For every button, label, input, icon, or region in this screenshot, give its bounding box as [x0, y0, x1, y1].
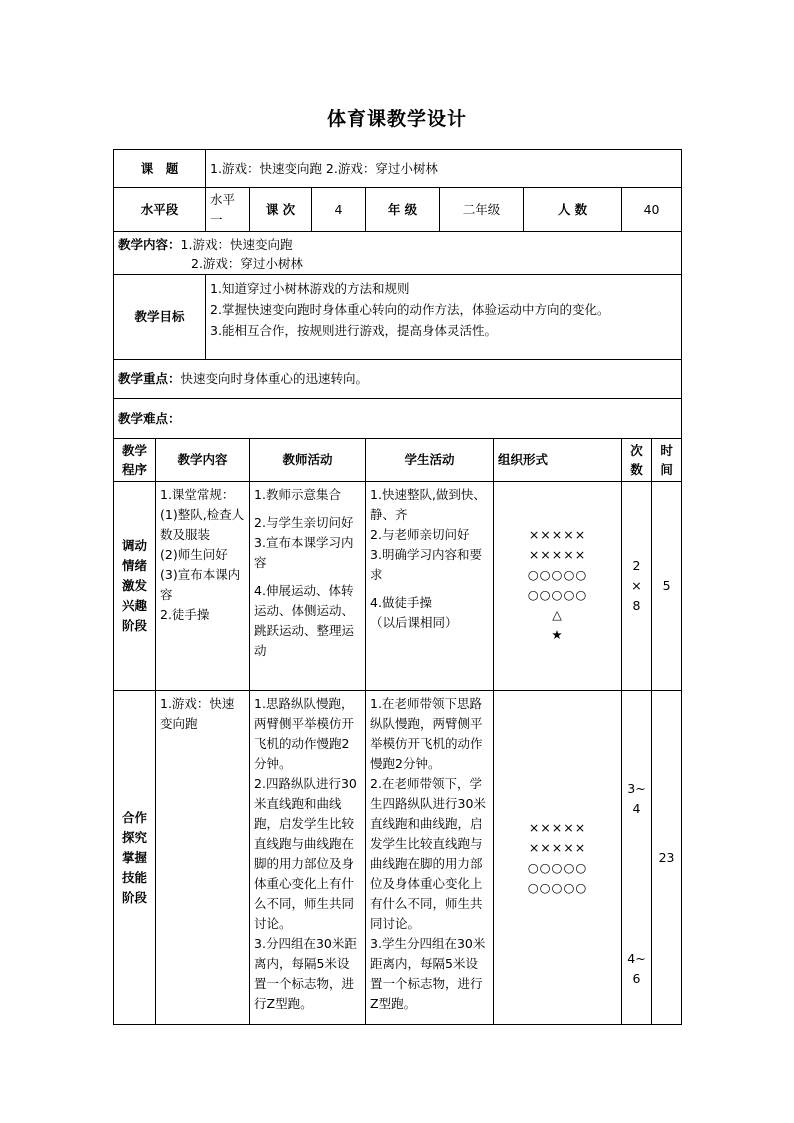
row-content: 1.课堂常规： (1)整队,检查人数及服装 (2)师生问好 (3)宣布本课内容 2.徒手操	[156, 482, 250, 691]
teacher-activity-3: 4.伸展运动、体转运动、体侧运动、跳跃运动、整理运动	[254, 583, 355, 658]
topic-label: 课 题	[114, 150, 206, 188]
formation-line: ★	[551, 627, 564, 642]
formation-line: ○○○○○	[527, 567, 588, 582]
lesson-plan-table	[113, 149, 682, 1025]
grade-value: 二年级	[440, 188, 524, 232]
goal-item-2: 2.掌握快速变向跑时身体重心转向的动作方法，体验运动中方向的变化。	[210, 302, 610, 317]
difficulty-label: 教学难点：	[118, 410, 181, 426]
header-teacher: 教师活动	[250, 439, 366, 482]
lesson-label: 课 次	[250, 188, 312, 232]
content-row	[114, 232, 682, 275]
formation-line: ×××××	[528, 527, 587, 542]
row-content: 1.游戏：快速变向跑	[156, 691, 250, 1025]
topic-row	[114, 150, 682, 188]
student-activity-1: 1.快速整队,做到快、静、齐 2.与老师亲切问好 3.明确学习内容和要求	[370, 487, 486, 582]
stage-label: 调动 情绪 激发 兴趣 阶段	[114, 482, 156, 691]
content-label: 教学内容：	[118, 237, 181, 252]
row-times: 2 × 8	[622, 482, 652, 691]
key-point-row	[114, 360, 682, 399]
level-value: 水平一	[206, 188, 250, 232]
formation-line: ×××××	[528, 547, 587, 562]
goal-item-3: 3.能相互合作，按规则进行游戏，提高身体灵活性。	[210, 323, 497, 338]
key-point-label: 教学重点：	[118, 371, 181, 386]
row-times: 4~ 6	[627, 951, 646, 986]
grade-label: 年 级	[366, 188, 440, 232]
topic-value: 1.游戏：快速变向跑 2.游戏：穿过小树林	[206, 150, 682, 188]
student-activity: 1.在老师带领下思路纵队慢跑，两臂侧平举模仿开飞机的动作慢跑2分钟。 2.在老师带领下，学生四路纵队进行30米直线跑和曲线跑，启发学生比较直线跑与曲线跑在脚的用力部位及身体重心变化上有什么不同，师生共同讨论。 3.学生分四组在30米距离内，每隔5米设置一个标志物，进行Z型跑。	[366, 691, 494, 1025]
row-times: 3~ 4	[627, 781, 646, 816]
count-label: 人 数	[524, 188, 622, 232]
header-organization: 组织形式	[494, 439, 622, 482]
table-row	[114, 482, 682, 691]
formation-line: ○○○○○	[527, 859, 588, 875]
stage-label: 合作 探究 掌握 技能 阶段	[114, 691, 156, 1025]
goal-item-1: 1.知道穿过小树林游戏的方法和规则	[210, 281, 410, 296]
goals-label: 教学目标	[114, 275, 206, 360]
header-times: 次 数	[622, 439, 652, 482]
count-value: 40	[622, 188, 682, 232]
formation-diagram	[494, 691, 622, 1025]
formation-line: ○○○○○	[527, 587, 588, 602]
table-row	[114, 691, 682, 1025]
table-header-row	[114, 439, 682, 482]
meta-row	[114, 188, 682, 232]
formation-diagram	[494, 482, 622, 691]
key-point-value: 快速变向时身体重心的迅速转向。	[180, 371, 369, 386]
lesson-value: 4	[312, 188, 366, 232]
page-title: 体育课教学设计	[326, 108, 467, 130]
teacher-activity: 1.思路纵队慢跑，两臂侧平举模仿开飞机的动作慢跑2分钟。 2.四路纵队进行30米直线跑和曲线跑，启发学生比较直线跑与曲线跑在脚的用力部位及身体重心变化上有什么不同，师生共同讨论。 3.分四组在30米距离内，每隔5米设置一个标志物，进行Z型跑。	[250, 691, 366, 1025]
formation-line: ○○○○○	[527, 879, 588, 895]
formation-line: ×××××	[528, 839, 587, 855]
content-line-1: 1.游戏：快速变向跑	[180, 237, 293, 252]
header-student: 学生活动	[366, 439, 494, 482]
level-label: 水平段	[114, 188, 206, 232]
student-activity-2: 4.做徒手操 （以后课相同）	[370, 595, 458, 630]
row-duration: 23	[652, 691, 682, 1025]
header-content: 教学内容	[156, 439, 250, 482]
goals-row	[114, 275, 682, 360]
row-duration: 5	[652, 482, 682, 691]
formation-line: ×××××	[528, 819, 587, 835]
header-procedure: 教学 程序	[114, 439, 156, 482]
formation-line: △	[552, 607, 563, 622]
header-duration: 时 间	[652, 439, 682, 482]
teacher-activity-1: 1.教师示意集合	[254, 487, 341, 502]
teacher-activity-2: 2.与学生亲切问好 3.宣布本课学习内容	[254, 515, 354, 570]
difficulty-row	[114, 399, 682, 439]
content-line-2: 2.游戏：穿过小树林	[191, 256, 303, 271]
